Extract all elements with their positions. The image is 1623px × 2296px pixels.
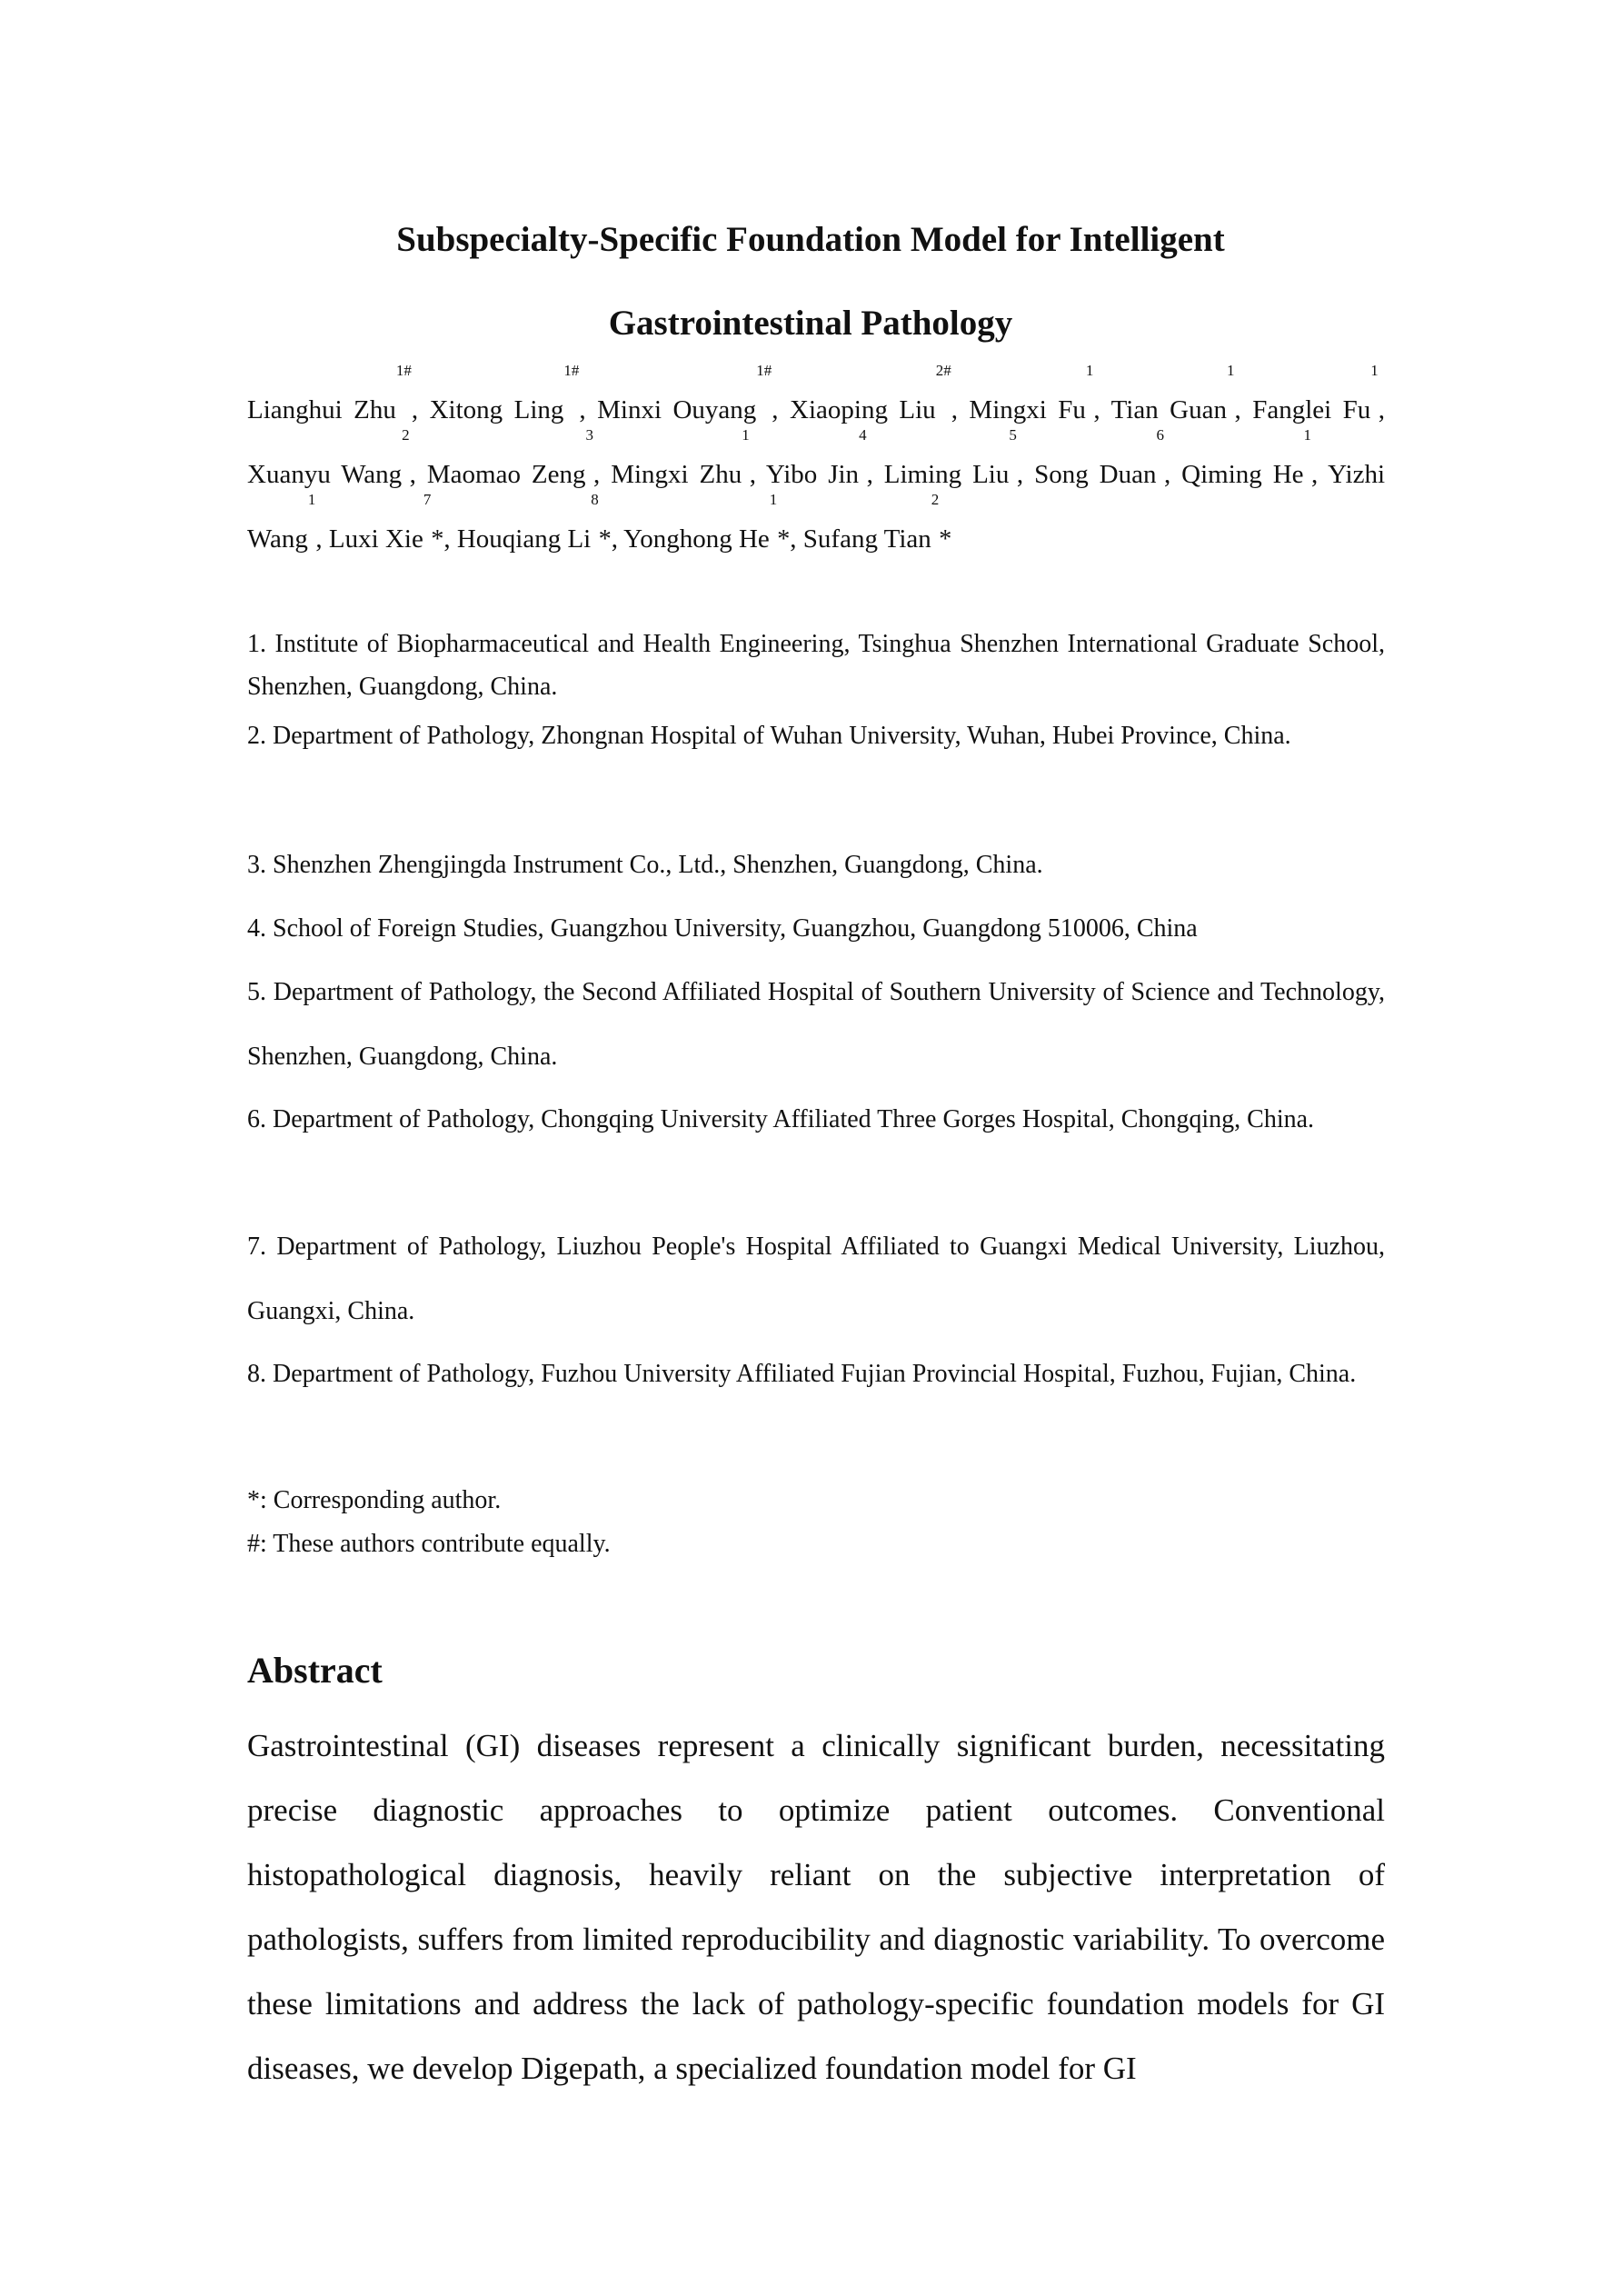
corresponding-author-marker: * [939, 525, 952, 554]
corresponding-author-note: *: Corresponding author. [247, 1486, 502, 1514]
author-affiliation-marker: 5 [1009, 426, 1017, 444]
author-affiliation-marker: 1# [395, 362, 412, 379]
author-item [247, 426, 410, 489]
author-item [456, 491, 612, 554]
paper-title-line-2: Gastrointestinal Pathology [608, 304, 1013, 343]
author-affiliation-marker: 1 [1303, 426, 1312, 444]
author-affiliation-marker: 3 [585, 426, 593, 444]
author-name: Xitong Ling [429, 395, 564, 424]
affiliation-8: 8. Department of Pathology, Fuzhou University Affiliated Fujian Provincial Hospital, Fuzhou, Fujian, China. [247, 1360, 1357, 1388]
author-name: Yonghong He [623, 524, 770, 554]
author-name: Lianghui Zhu [247, 395, 396, 424]
author-affiliation-marker: 7 [423, 491, 432, 508]
author-affiliation-marker: 2 [931, 491, 940, 508]
author-item [790, 362, 951, 424]
author-affiliation-marker: 1 [1085, 362, 1094, 379]
author-item [611, 426, 750, 489]
author-affiliation-marker: 2 [402, 426, 410, 444]
equal-contribution-note: #: These authors contribute equally. [247, 1530, 611, 1558]
author-name: Mingxi Zhu [611, 460, 742, 489]
author-name: Fanglei Fu [1252, 395, 1371, 424]
author-item [969, 362, 1094, 424]
corresponding-author-marker: * [598, 525, 612, 554]
author-name: Song Duan [1034, 460, 1157, 489]
author-item [623, 491, 791, 554]
author-name: Xuanyu Wang [247, 460, 403, 489]
author-item [1034, 426, 1164, 489]
affiliation-3: 3. Shenzhen Zhengjingda Instrument Co., Ltd., Shenzhen, Guangdong, China. [247, 851, 1043, 879]
author-item [765, 426, 867, 489]
author-affiliation-marker: 1# [756, 362, 772, 379]
author-item [328, 491, 444, 554]
abstract-heading: Abstract [247, 1650, 383, 1691]
author-name: Tian Guan [1110, 395, 1227, 424]
author-name: Mingxi Fu [969, 395, 1086, 424]
affiliation-6: 6. Department of Pathology, Chongqing University Affiliated Three Gorges Hospital, Chongqing, China. [247, 1105, 1315, 1133]
author-name: Sufang Tian [802, 524, 931, 554]
author-affiliation-marker: 1 [307, 491, 316, 508]
affiliation-4: 4. School of Foreign Studies, Guangzhou University, Guangzhou, Guangdong 510006, China [247, 914, 1198, 943]
author-name: Qiming He [1181, 460, 1304, 489]
author-item [1181, 426, 1312, 489]
author-name: Minxi Ouyang [597, 395, 757, 424]
author-item [429, 362, 580, 424]
author-affiliation-marker: 1 [1370, 362, 1379, 379]
corresponding-author-marker: * [431, 525, 444, 554]
affiliation-5: 5. Department of Pathology, the Second Affiliated Hospital of Southern University of Science and Technology, Shenzhen, Guangdong, China. [247, 978, 1385, 1071]
author-name: Yibo Jin [765, 460, 860, 489]
author-list: Lianghui Zhu$^{1\#}$, Xitong Ling$^{1\#}$, Minxi Ouyang$^{1\#}$, Xiaoping Liu$^{2\#}$, Mingxi Fu$^1$, Tian Guan$^1$, Fanglei Fu$^1$, Xuanyu Wang$^2$, Maomao Zeng$^3$, Mingxi Zhu$^1$, Yibo Jin$^4$, Liming Liu$^5$, Song Duan$^6$, Qiming He$^1$, Yizhi Wang$^1$, Luxi Xie$^7$*, Houqiang Li$^8$*, Yonghong He$^1$*, Sufang Tian$^2$* [247, 362, 1386, 554]
author-affiliation-marker: 6 [1156, 426, 1164, 444]
affiliation-7: 7. Department of Pathology, Liuzhou People's Hospital Affiliated to Guangxi Medical University, Liuzhou, Guangxi, China. [247, 1233, 1385, 1325]
author-item [1252, 362, 1379, 424]
author-item [883, 426, 1017, 489]
author-item [802, 491, 952, 554]
author-item [426, 426, 593, 489]
author-affiliation-marker: 4 [859, 426, 867, 444]
author-name: Maomao Zeng [426, 460, 586, 489]
author-affiliation-marker: 1# [563, 362, 580, 379]
author-name: Xiaoping Liu [790, 395, 936, 424]
paper-title-line-1: Subspecialty-Specific Foundation Model for Intelligent [396, 220, 1225, 259]
author-name: Houqiang Li [456, 524, 592, 554]
author-name: Luxi Xie [328, 524, 423, 554]
author-name: Liming Liu [883, 460, 1010, 489]
author-affiliation-marker: 2# [935, 362, 951, 379]
author-affiliation-marker: 8 [591, 491, 599, 508]
affiliation-2: 2. Department of Pathology, Zhongnan Hospital of Wuhan University, Wuhan, Hubei Province, China. [247, 722, 1291, 750]
author-affiliation-marker: 1 [1227, 362, 1235, 379]
author-affiliation-marker: 1 [742, 426, 750, 444]
author-name: Yizhi Wang [247, 460, 1386, 554]
author-item [247, 362, 412, 424]
author-item [1110, 362, 1235, 424]
affiliation-1: 1. Institute of Biopharmaceutical and Health Engineering, Tsinghua Shenzhen International Graduate School, Shenzhen, Guangdong, China. [247, 630, 1385, 701]
corresponding-author-marker: * [777, 525, 791, 554]
author-item [597, 362, 772, 424]
author-affiliation-marker: 1 [769, 491, 778, 508]
abstract-text: Gastrointestinal (GI) diseases represent a clinically significant burden, necessitating precise diagnostic approaches to optimize patient outcomes. Conventional histopathological diagnosis, heavily reliant on the subjective interpretation of pathologists, suffers from limited reproducibility and diagnostic variability. To overcome these limitations and address the lack of pathology-specific foundation models for GI diseases, we develop Digepath, a specialized foundation model for GI [247, 1728, 1385, 2086]
